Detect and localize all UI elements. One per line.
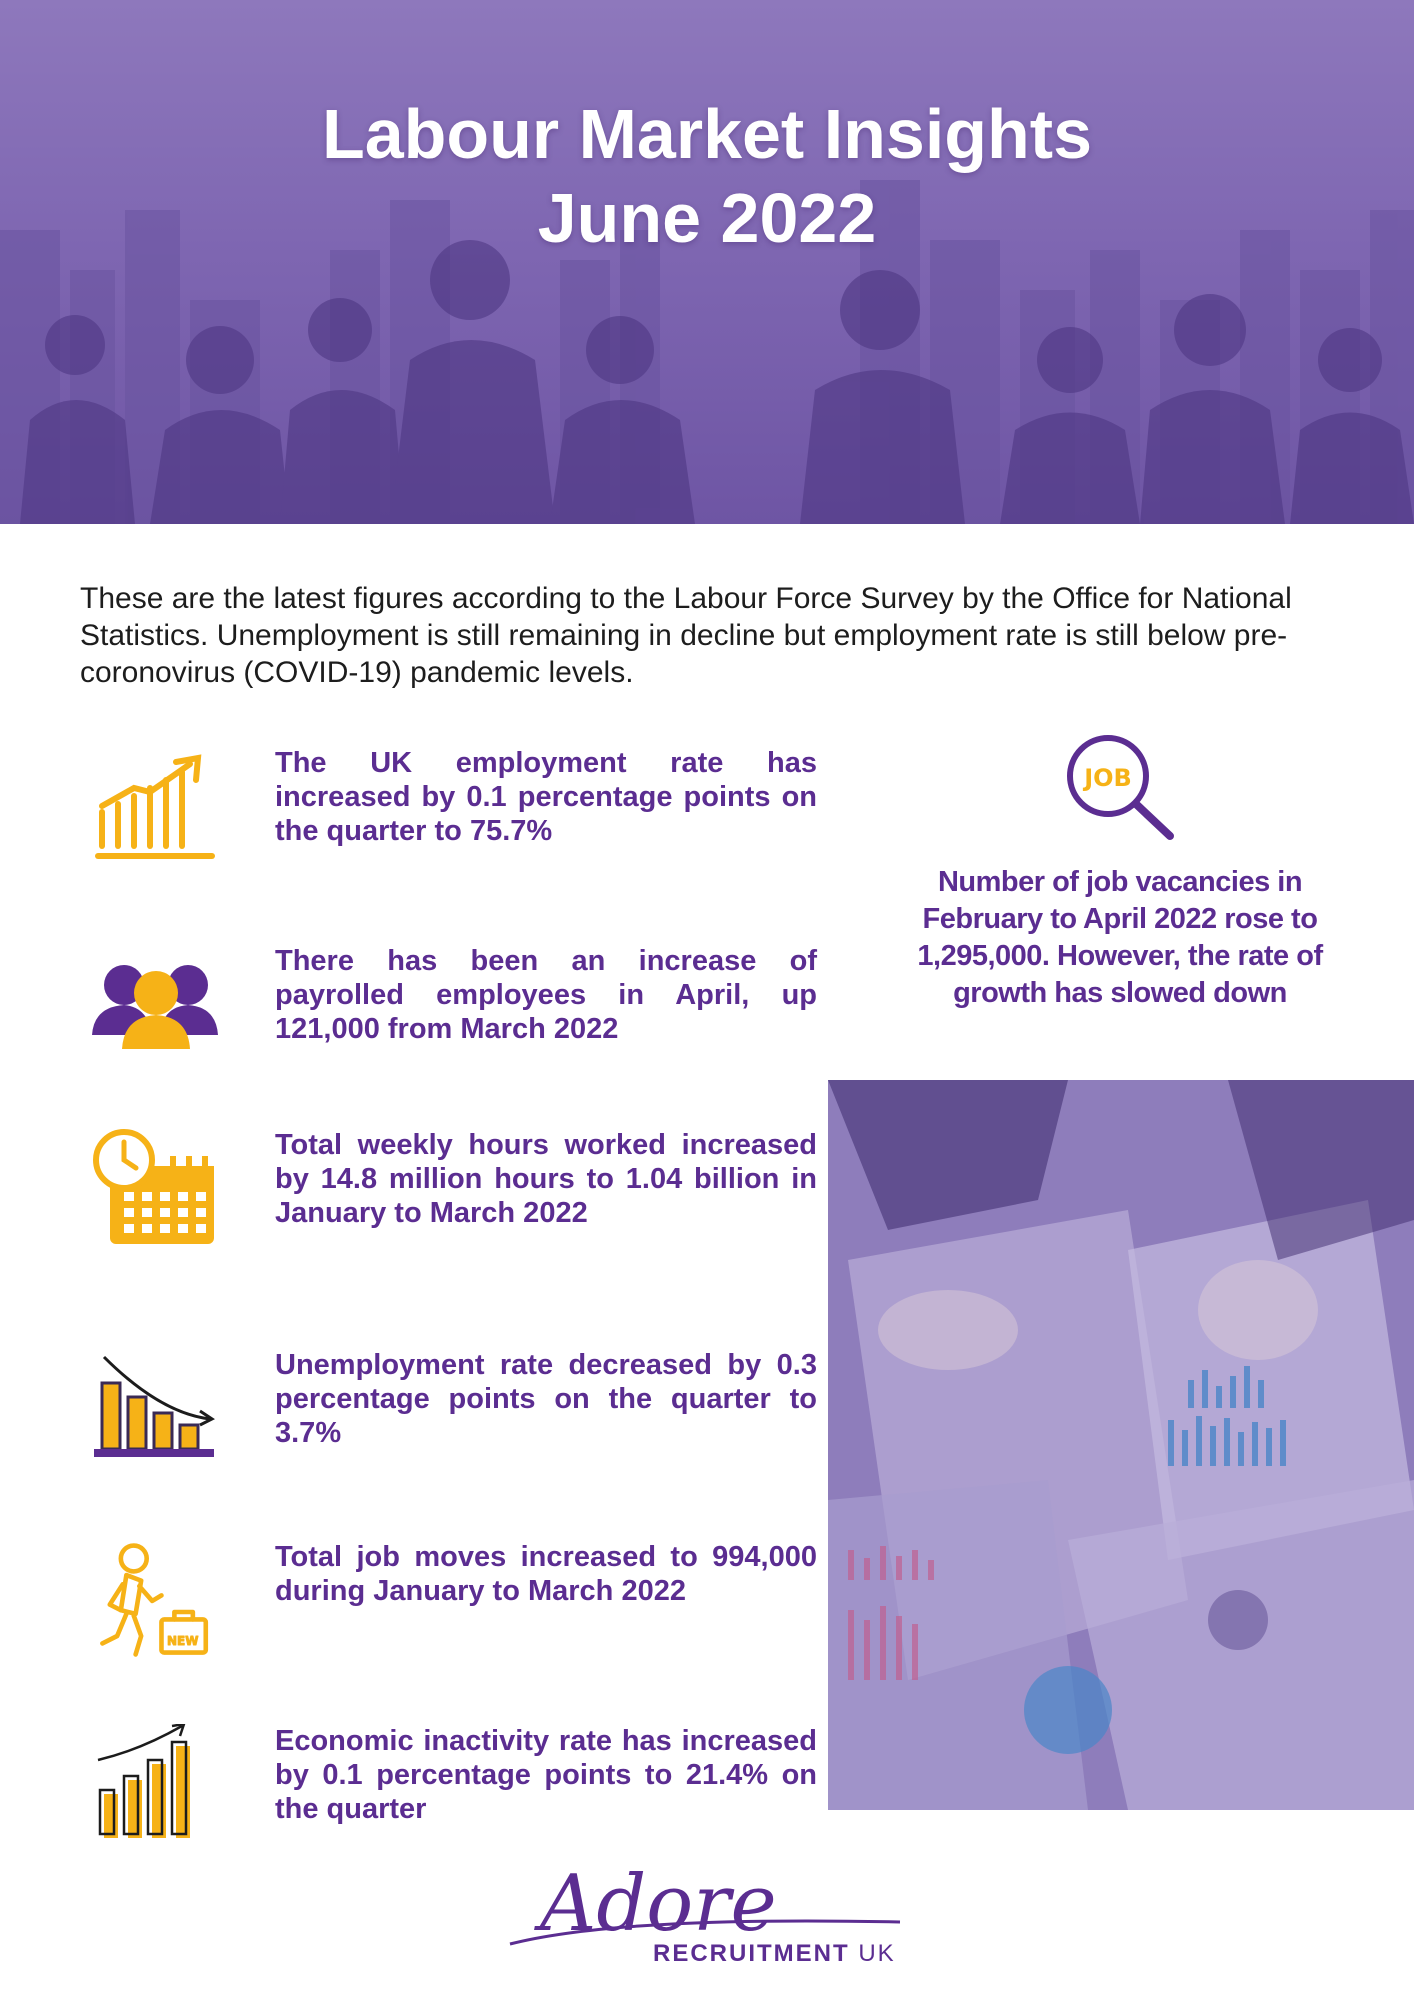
vacancies-text: Number of job vacancies in February to April 2022 rose to 1,295,000. However, the rate of growth has slowed down xyxy=(917,866,1323,1009)
business-analysis-photo xyxy=(828,1080,1414,1810)
city-skyline-silhouette xyxy=(0,0,1414,524)
intro-paragraph: These are the latest figures according to the Labour Force Survey by the Office for National Statistics. Unemployment is still remaining in decline but employment rate is still below pre-coronovirus (COVID-19) pandemic levels. xyxy=(80,582,1292,689)
svg-text:JOB: JOB xyxy=(1084,764,1132,792)
fact-text: Total weekly hours worked increased by 14.8 million hours to 1.04 billion in January to March 2022 xyxy=(275,1129,817,1229)
clock-calendar-icon xyxy=(90,1128,220,1248)
walking-person-new-job-icon xyxy=(90,1540,220,1660)
job-search-icon xyxy=(1060,732,1180,842)
fact-text: Unemployment rate decreased by 0.3 percentage points on the quarter to 3.7% xyxy=(275,1349,817,1449)
fact-text: Economic inactivity rate has increased by 0.1 percentage points to 21.4% on the quarter xyxy=(275,1725,817,1825)
rising-bar-chart-icon xyxy=(90,746,220,866)
people-group-icon xyxy=(90,944,220,1064)
page-subtitle-date: June 2022 xyxy=(537,179,877,257)
fact-text: There has been an increase of payrolled employees in April, up 121,000 from March 2022 xyxy=(275,945,817,1045)
page-title: Labour Market Insights xyxy=(321,95,1093,173)
logo-script-wordmark xyxy=(500,1860,920,1950)
svg-text:Adore: Adore xyxy=(540,1860,777,1949)
logo-subtext: RECRUITMENT UK xyxy=(653,1940,896,1967)
svg-text:NEW: NEW xyxy=(167,1634,199,1649)
hero-banner xyxy=(0,0,1414,524)
fact-text: Total job moves increased to 994,000 during January to March 2022 xyxy=(275,1541,817,1607)
company-logo xyxy=(500,1860,920,1980)
falling-bar-chart-icon xyxy=(90,1348,220,1468)
growth-bar-chart-icon xyxy=(90,1724,220,1844)
fact-text: The UK employment rate has increased by 0.1 percentage points on the quarter to 75.7% xyxy=(275,747,817,847)
